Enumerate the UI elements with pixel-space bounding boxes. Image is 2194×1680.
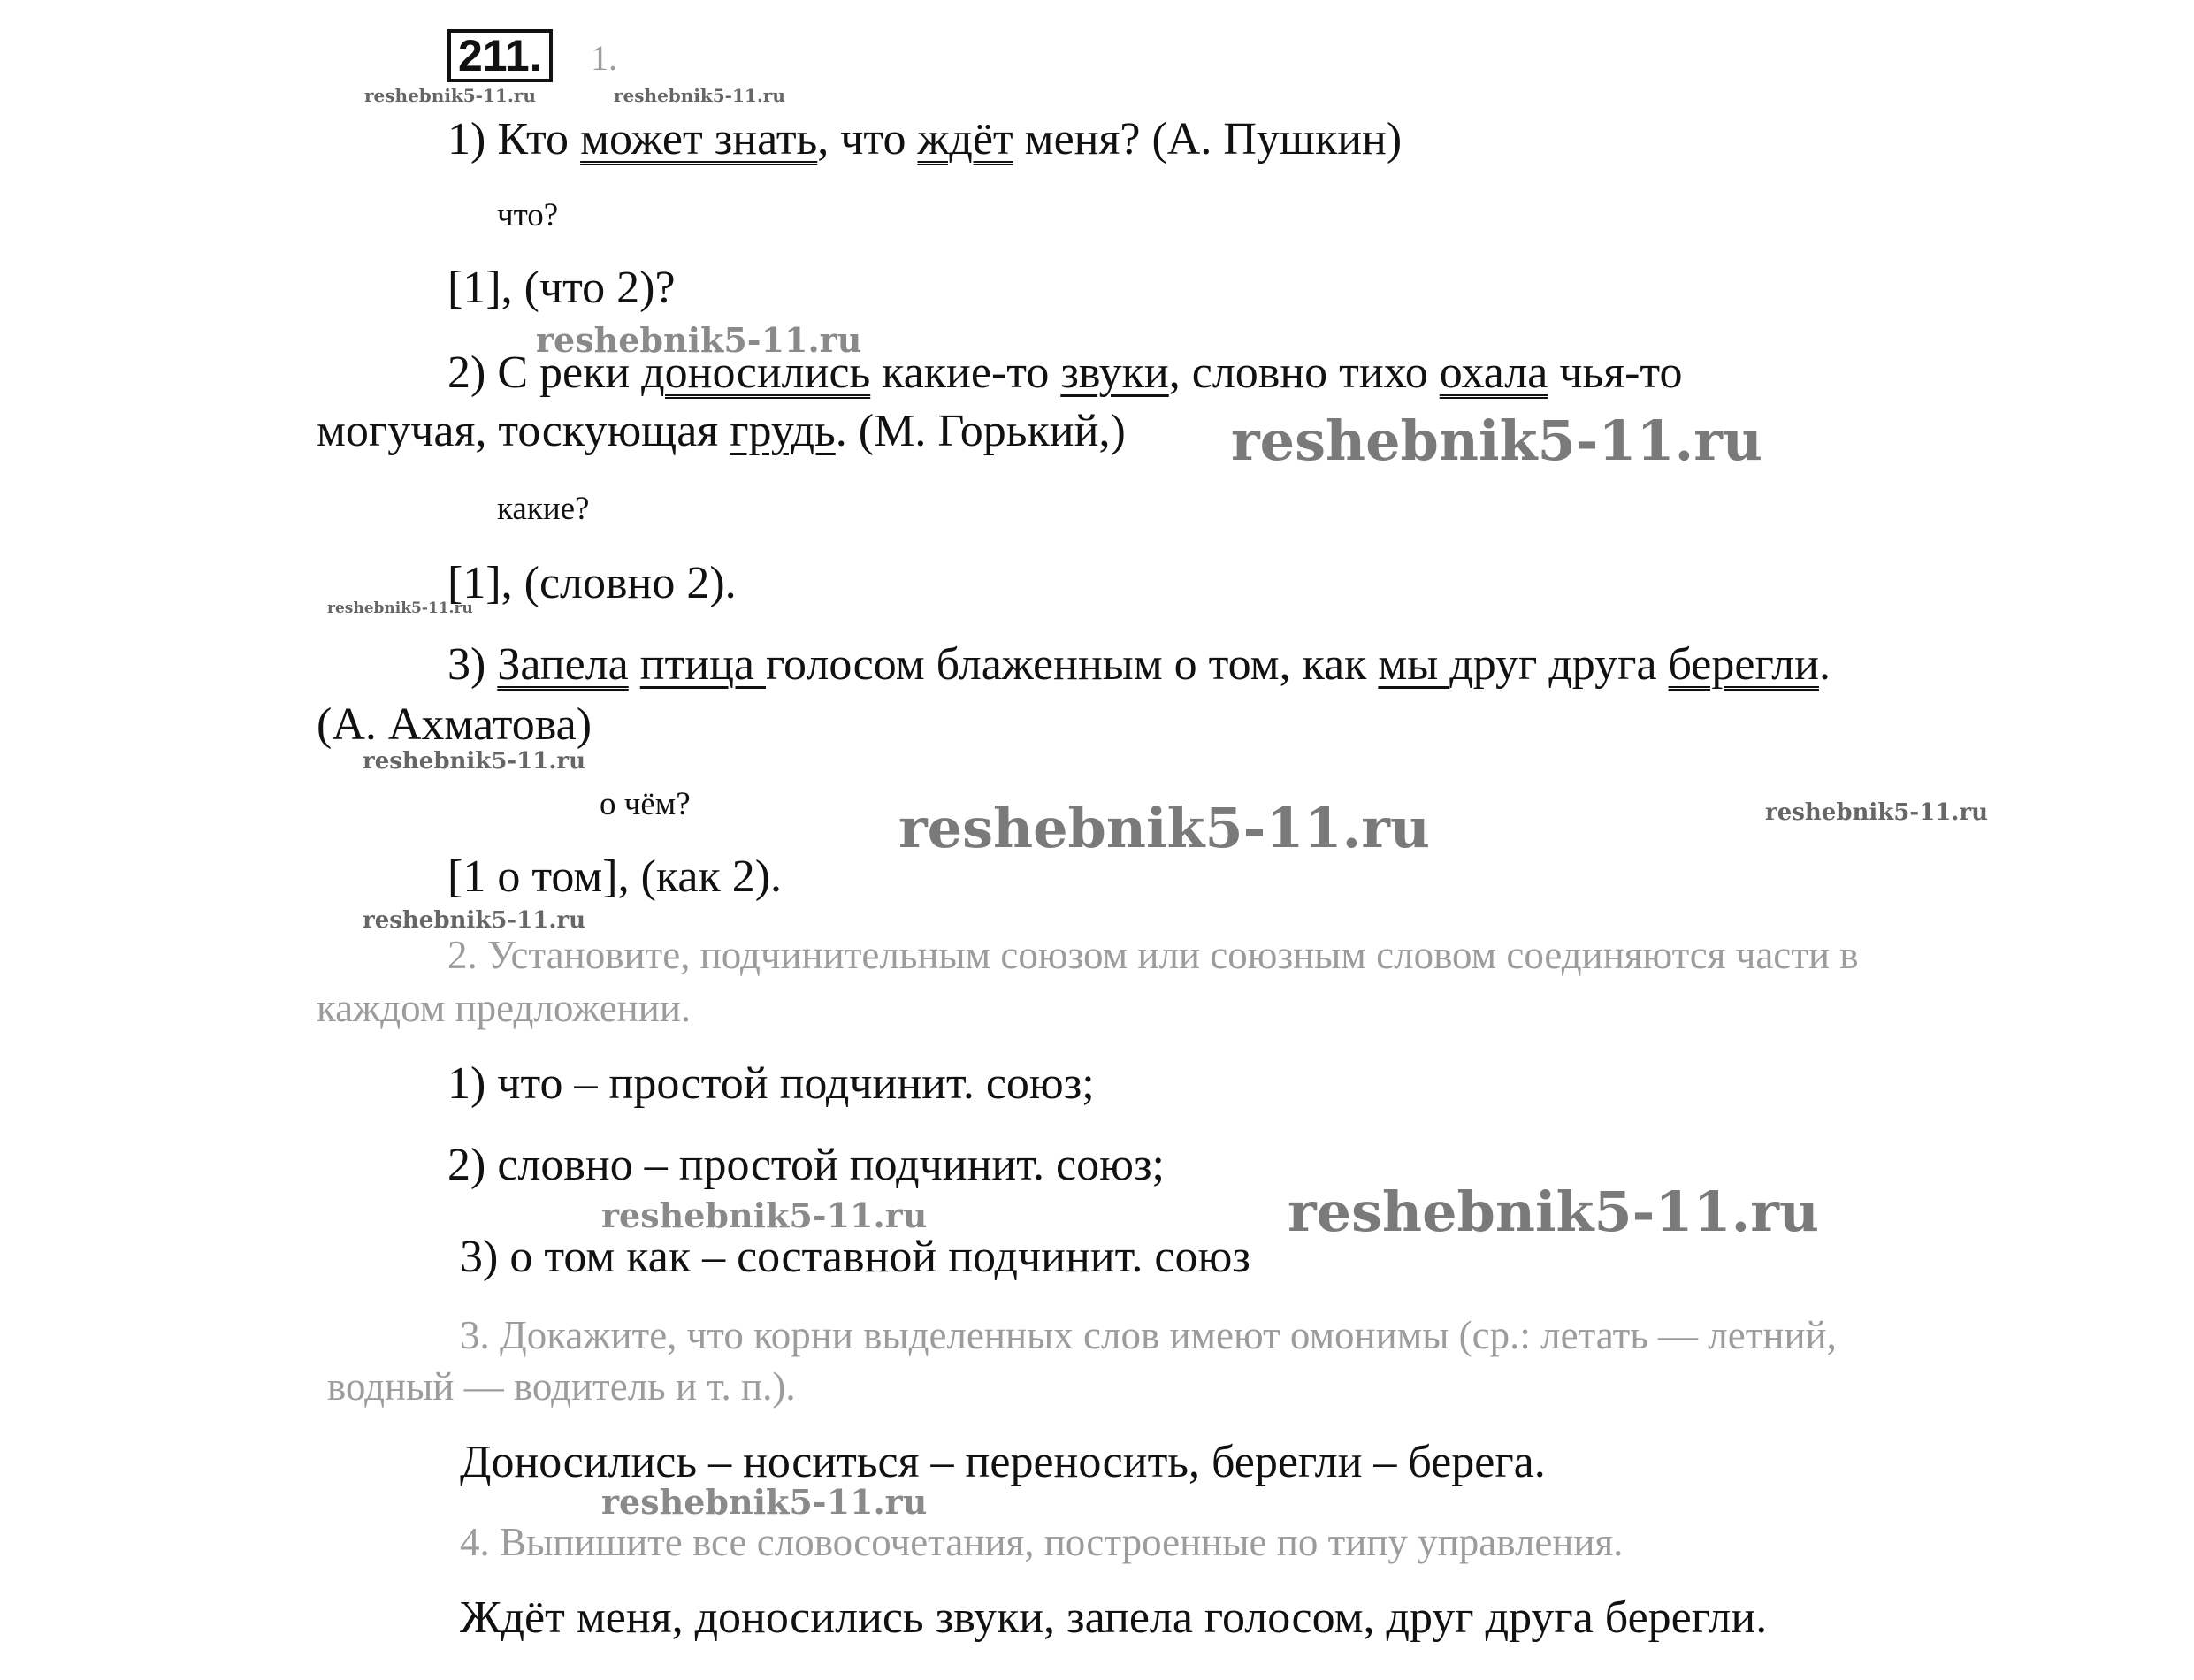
watermark: reshebnik5-11.ru: [364, 85, 536, 106]
sentence-2-text: могучая, тоскующая: [317, 406, 730, 456]
watermark: reshebnik5-11.ru: [1231, 409, 1762, 473]
sentence-1-text: , что: [817, 114, 918, 164]
sentence-3-number: 3): [447, 639, 498, 690]
watermark: reshebnik5-11.ru: [363, 907, 586, 934]
sentence-3-text: [629, 639, 640, 690]
watermark: reshebnik5-11.ru: [614, 85, 785, 106]
watermark: reshebnik5-11.ru: [601, 1482, 928, 1522]
question-label: о чём?: [600, 786, 691, 822]
task-4-question: 4. Выпишите все словосочетания, построенные по типу управления.: [460, 1520, 1624, 1564]
sentence-2-text: чья-то: [1548, 347, 1683, 398]
sentence-3-scheme: [1 о том], (как 2).: [447, 851, 783, 902]
predicate-word: может знать: [580, 114, 818, 164]
sentence-1-number: 1) Кто: [447, 114, 581, 164]
sentence-3-author: (А. Ахматова): [317, 699, 592, 750]
sentence-3-text: голосом блаженным о том, как: [766, 639, 1379, 690]
predicate-word: ждёт: [917, 114, 1013, 164]
sentence-1-text: меня? (А. Пушкин): [1013, 114, 1403, 164]
subject-word: мы: [1378, 639, 1450, 690]
sentence-2-number: 2) С реки: [447, 347, 642, 398]
sentence-2-text: , словно тихо: [1168, 347, 1440, 398]
task-2-question-line-2: каждом предложении.: [317, 986, 692, 1030]
sentence-1-scheme: [1], (что 2)?: [447, 263, 676, 313]
task-2-question-line-1: 2. Установите, подчинительным союзом или союзным словом соединяются части в: [447, 933, 1859, 977]
watermark: reshebnik5-11.ru: [1288, 1180, 1819, 1244]
task-2-answer-1: 1) что – простой подчинит. союз;: [447, 1058, 1095, 1109]
sentence-3-line-1: [447, 638, 1831, 691]
sentence-2-text: . (М. Горький,): [835, 406, 1126, 456]
question-label: какие?: [497, 491, 590, 527]
sentence-2-scheme: [1], (словно 2).: [447, 558, 737, 608]
watermark: reshebnik5-11.ru: [898, 796, 1430, 860]
sentence-3-text: .: [1818, 639, 1831, 690]
subject-word: звуки: [1060, 347, 1169, 398]
task-2-answer-2: 2) словно – простой подчинит. союз;: [447, 1140, 1165, 1190]
sentence-2-text: какие-то: [870, 347, 1061, 398]
sentence-3-text: друг друга: [1449, 639, 1669, 690]
watermark: reshebnik5-11.ru: [601, 1195, 928, 1235]
task-3-answer: Доносились – носиться – переносить, берегли – берега.: [460, 1437, 1546, 1487]
watermark: reshebnik5-11.ru: [327, 599, 473, 617]
sentence-2-line-2: [317, 405, 1126, 458]
watermark: reshebnik5-11.ru: [363, 748, 586, 775]
watermark: reshebnik5-11.ru: [1765, 799, 1989, 826]
sentence-1: [447, 113, 1402, 166]
exercise-number: 211.: [447, 29, 553, 82]
predicate-word: Запела: [497, 639, 629, 690]
sentence-2-line-1: [447, 347, 1682, 400]
task-4-answer: Ждёт меня, доносились звуки, запела голосом, друг друга берегли.: [460, 1592, 1768, 1643]
predicate-word: охала: [1439, 347, 1548, 398]
subject-word: грудь: [730, 406, 836, 456]
task-3-question-line-1: 3. Докажите, что корни выделенных слов имеют омонимы (ср.: летать — летний,: [460, 1313, 1837, 1357]
predicate-word: доносились: [641, 347, 871, 398]
task-3-question-line-2: водный — водитель и т. п.).: [327, 1364, 796, 1409]
question-label: что?: [497, 197, 559, 233]
predicate-word: берегли: [1668, 639, 1819, 690]
subject-word: птица: [639, 639, 767, 690]
watermark: reshebnik5-11.ru: [536, 320, 862, 360]
task-2-answer-3: 3) о том как – составной подчинит. союз: [460, 1232, 1250, 1282]
task-1-label: 1.: [591, 38, 617, 78]
